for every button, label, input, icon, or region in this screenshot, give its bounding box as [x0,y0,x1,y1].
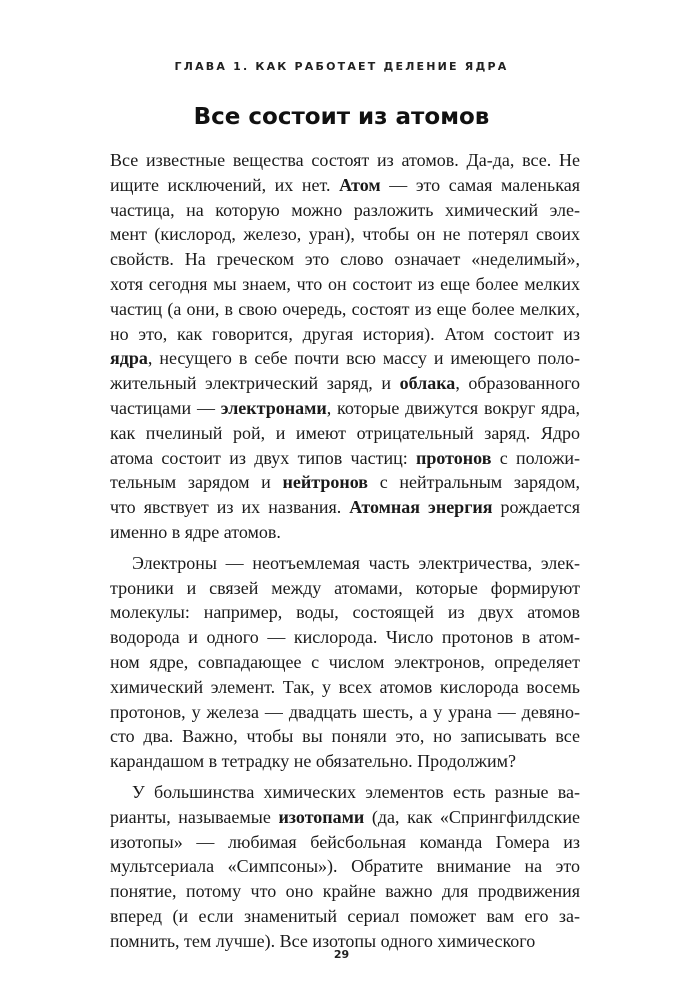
text-run: именно в ядре атомов. [110,521,281,542]
text-run: понятие, потому что оно крайне важно для продвижения [110,881,580,902]
bold-term: облака [399,373,456,394]
text-line [110,396,580,421]
text-run: жительный электрический заряд, и [110,373,400,394]
text-line [110,371,580,396]
text-run: с положи- [491,447,581,468]
text-run: сто два. Важно, чтобы вы поняли это, но записывать все [110,726,580,747]
text-run: протонов, у железа — двадцать шесть, а у урана — девяно- [110,701,580,722]
text-run: рождается [492,497,580,518]
text-run: частицами — [110,397,221,418]
text-line [110,322,580,347]
text-run: как пчелиный рой, и имеют отрицательный заряд. Ядро [110,422,580,443]
text-line [110,724,580,749]
text-line [110,173,580,198]
body-text [110,148,580,954]
text-run: — это самая маленькая [380,174,580,195]
text-line [110,495,580,520]
text-run: (да, как «Спрингфилдские [364,806,580,827]
text-line [110,700,580,725]
text-run: водорода и одного — кислорода. Число протонов в атом- [110,627,580,648]
text-run: свойств. На греческом это слово означает «неделимый», [110,249,580,270]
text-run: тельным зарядом и [110,472,283,493]
text-line [110,780,580,805]
text-run: , которые движутся вокруг ядра, [326,397,580,418]
text-run: частиц (а они, в свою очередь, состоят из еще более мелких, [110,298,580,319]
paragraph [110,148,580,545]
text-run: помнить, тем лучше). Все изотопы одного химического [110,930,536,951]
running-head: ГЛАВА 1. КАК РАБОТАЕТ ДЕЛЕНИЕ ЯДРА [174,60,509,73]
text-run: ном ядре, совпадающее с числом электронов, определяет [110,651,580,672]
text-run: троники и связей между атомами, которые формируют [110,577,580,598]
bold-term: Атомная энергия [349,497,493,518]
text-run: с нейтральным зарядом, [367,472,580,493]
bold-term: изотопами [278,806,365,827]
text-line [110,421,580,446]
text-line [110,749,580,774]
text-line [110,600,580,625]
text-run: молекулы: например, воды, состоящей из двух атомов [110,602,580,623]
text-run: вперед (и если знаменитый сериал поможет вам его за- [110,905,580,926]
text-line [110,470,580,495]
text-run: химический элемент. Так, у всех атомов кислорода восемь [110,676,580,697]
text-line [110,297,580,322]
page-number: 29 [333,948,350,961]
text-run: атома состоит из двух типов частиц: [110,447,417,468]
text-line [110,247,580,272]
text-run: частица, на которую можно разложить химический эле- [110,199,580,220]
paragraph [110,551,580,774]
bold-term: электронами [220,397,327,418]
text-run: что явствует из их названия. [110,497,350,518]
text-run: , несущего в себе почти всю массу и имеющего поло- [147,348,580,369]
text-line [110,650,580,675]
bold-term: Атом [339,174,381,195]
text-line [110,198,580,223]
text-line [110,520,580,545]
text-run: карандашом в тетрадку не обязательно. Продолжим? [110,751,516,772]
bold-term: ядра [110,348,148,369]
bold-term: протонов [416,447,492,468]
text-line [110,879,580,904]
text-run: хотя сегодня мы знаем, что он состоит из еще более мелких [110,273,580,294]
text-run: изотопы» — любимая бейсбольная команда Гомера из [110,831,580,852]
text-run: рианты, называемые [110,806,279,827]
text-line [110,576,580,601]
text-run: мультсериала «Симпсоны»). Обратите внимание на это [110,856,580,877]
text-line [110,625,580,650]
text-line [110,830,580,855]
text-run: но это, как говорится, другая история). Атом состоит из [110,323,580,344]
text-line [110,854,580,879]
text-line [110,148,580,173]
text-run: , образованного [455,373,580,394]
text-run: У большинства химических элементов есть разные ва- [132,781,580,802]
text-line [110,551,580,576]
text-line [110,904,580,929]
text-run: ищите исключений, их нет. [110,174,340,195]
text-line [110,805,580,830]
text-line [110,272,580,297]
text-run: Все известные вещества состоят из атомов. Да-да, все. Не [110,150,580,170]
paragraph [110,780,580,954]
text-line [110,346,580,371]
section-title: Все состоит из атомов [193,104,490,130]
text-run: Электроны — неотъемлемая часть электричества, элек- [132,552,580,573]
text-line [110,222,580,247]
text-line [110,675,580,700]
text-line [110,446,580,471]
text-run: мент (кислород, железо, уран), чтобы он не потерял своих [110,224,580,245]
bold-term: нейтронов [282,472,368,493]
